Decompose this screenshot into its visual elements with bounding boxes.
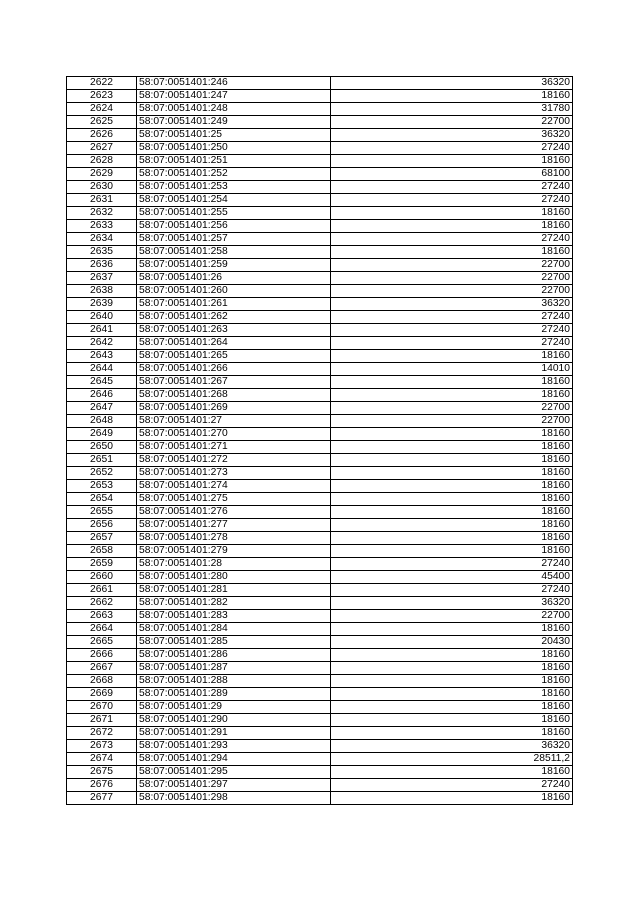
- table-row: [67, 610, 573, 623]
- value-cell: 22700: [331, 116, 573, 129]
- table-row: [67, 714, 573, 727]
- table-row: [67, 545, 573, 558]
- cadastral-number-cell: 58:07:0051401:27: [137, 415, 331, 428]
- value-cell: 18160: [331, 428, 573, 441]
- row-number-cell: 2642: [67, 337, 137, 350]
- table-row: [67, 558, 573, 571]
- table-row: [67, 285, 573, 298]
- value-cell: 27240: [331, 233, 573, 246]
- row-number-cell: 2632: [67, 207, 137, 220]
- table-row: [67, 142, 573, 155]
- row-number-cell: 2633: [67, 220, 137, 233]
- value-cell: 18160: [331, 532, 573, 545]
- value-cell: 36320: [331, 597, 573, 610]
- cadastral-number-cell: 58:07:0051401:263: [137, 324, 331, 337]
- value-cell: 18160: [331, 90, 573, 103]
- value-cell: 36320: [331, 740, 573, 753]
- row-number-cell: 2645: [67, 376, 137, 389]
- cadastral-number-cell: 58:07:0051401:28: [137, 558, 331, 571]
- table-row: [67, 181, 573, 194]
- value-cell: 18160: [331, 545, 573, 558]
- row-number-cell: 2656: [67, 519, 137, 532]
- cadastral-number-cell: 58:07:0051401:254: [137, 194, 331, 207]
- row-number-cell: 2624: [67, 103, 137, 116]
- table-row: [67, 467, 573, 480]
- table-row: [67, 636, 573, 649]
- row-number-cell: 2665: [67, 636, 137, 649]
- table-row: [67, 363, 573, 376]
- cadastral-number-cell: 58:07:0051401:283: [137, 610, 331, 623]
- value-cell: 18160: [331, 155, 573, 168]
- cadastral-number-cell: 58:07:0051401:275: [137, 493, 331, 506]
- table-row: [67, 272, 573, 285]
- row-number-cell: 2668: [67, 675, 137, 688]
- row-number-cell: 2659: [67, 558, 137, 571]
- table-row: [67, 90, 573, 103]
- table-row: [67, 454, 573, 467]
- value-cell: 18160: [331, 506, 573, 519]
- cadastral-number-cell: 58:07:0051401:257: [137, 233, 331, 246]
- table-row: [67, 116, 573, 129]
- row-number-cell: 2664: [67, 623, 137, 636]
- row-number-cell: 2629: [67, 168, 137, 181]
- row-number-cell: 2670: [67, 701, 137, 714]
- row-number-cell: 2646: [67, 389, 137, 402]
- value-cell: 18160: [331, 727, 573, 740]
- row-number-cell: 2627: [67, 142, 137, 155]
- cadastral-number-cell: 58:07:0051401:29: [137, 701, 331, 714]
- table-row: [67, 428, 573, 441]
- table-row: [67, 597, 573, 610]
- row-number-cell: 2674: [67, 753, 137, 766]
- cadastral-number-cell: 58:07:0051401:255: [137, 207, 331, 220]
- cadastral-number-cell: 58:07:0051401:251: [137, 155, 331, 168]
- value-cell: 27240: [331, 779, 573, 792]
- cadastral-number-cell: 58:07:0051401:26: [137, 272, 331, 285]
- value-cell: 18160: [331, 480, 573, 493]
- row-number-cell: 2672: [67, 727, 137, 740]
- value-cell: 18160: [331, 623, 573, 636]
- table-row: [67, 324, 573, 337]
- value-cell: 27240: [331, 194, 573, 207]
- row-number-cell: 2622: [67, 77, 137, 90]
- table-row: [67, 662, 573, 675]
- row-number-cell: 2636: [67, 259, 137, 272]
- row-number-cell: 2649: [67, 428, 137, 441]
- cadastral-number-cell: 58:07:0051401:272: [137, 454, 331, 467]
- cadastral-number-cell: 58:07:0051401:290: [137, 714, 331, 727]
- row-number-cell: 2630: [67, 181, 137, 194]
- value-cell: 22700: [331, 610, 573, 623]
- row-number-cell: 2666: [67, 649, 137, 662]
- value-cell: 18160: [331, 662, 573, 675]
- row-number-cell: 2673: [67, 740, 137, 753]
- table-row: [67, 441, 573, 454]
- table-row: [67, 753, 573, 766]
- table-row: [67, 246, 573, 259]
- row-number-cell: 2643: [67, 350, 137, 363]
- table-row: [67, 298, 573, 311]
- value-cell: 27240: [331, 142, 573, 155]
- cadastral-number-cell: 58:07:0051401:256: [137, 220, 331, 233]
- cadastral-number-cell: 58:07:0051401:264: [137, 337, 331, 350]
- value-cell: 27240: [331, 337, 573, 350]
- value-cell: 27240: [331, 181, 573, 194]
- value-cell: 27240: [331, 584, 573, 597]
- value-cell: 18160: [331, 350, 573, 363]
- row-number-cell: 2653: [67, 480, 137, 493]
- table-row: [67, 376, 573, 389]
- table-row: [67, 168, 573, 181]
- row-number-cell: 2626: [67, 129, 137, 142]
- cadastral-number-cell: 58:07:0051401:288: [137, 675, 331, 688]
- value-cell: 22700: [331, 402, 573, 415]
- table-row: [67, 77, 573, 90]
- row-number-cell: 2676: [67, 779, 137, 792]
- cadastral-number-cell: 58:07:0051401:286: [137, 649, 331, 662]
- row-number-cell: 2652: [67, 467, 137, 480]
- value-cell: 18160: [331, 207, 573, 220]
- cadastral-number-cell: 58:07:0051401:293: [137, 740, 331, 753]
- cadastral-number-cell: 58:07:0051401:270: [137, 428, 331, 441]
- value-cell: 22700: [331, 415, 573, 428]
- cadastral-number-cell: 58:07:0051401:273: [137, 467, 331, 480]
- row-number-cell: 2662: [67, 597, 137, 610]
- row-number-cell: 2671: [67, 714, 137, 727]
- table-row: [67, 571, 573, 584]
- cadastral-number-cell: 58:07:0051401:291: [137, 727, 331, 740]
- value-cell: 18160: [331, 389, 573, 402]
- cadastral-number-cell: 58:07:0051401:295: [137, 766, 331, 779]
- cadastral-number-cell: 58:07:0051401:250: [137, 142, 331, 155]
- table-row: [67, 350, 573, 363]
- cadastral-value-table: [66, 76, 573, 805]
- cadastral-number-cell: 58:07:0051401:247: [137, 90, 331, 103]
- row-number-cell: 2640: [67, 311, 137, 324]
- table-row: [67, 519, 573, 532]
- value-cell: 27240: [331, 311, 573, 324]
- table-row: [67, 194, 573, 207]
- table-row: [67, 649, 573, 662]
- row-number-cell: 2631: [67, 194, 137, 207]
- value-cell: 22700: [331, 259, 573, 272]
- row-number-cell: 2635: [67, 246, 137, 259]
- table-row: [67, 259, 573, 272]
- table-row: [67, 506, 573, 519]
- value-cell: 18160: [331, 688, 573, 701]
- row-number-cell: 2667: [67, 662, 137, 675]
- row-number-cell: 2639: [67, 298, 137, 311]
- value-cell: 18160: [331, 246, 573, 259]
- table-row: [67, 402, 573, 415]
- cadastral-number-cell: 58:07:0051401:246: [137, 77, 331, 90]
- cadastral-number-cell: 58:07:0051401:265: [137, 350, 331, 363]
- table-row: [67, 337, 573, 350]
- value-cell: 18160: [331, 519, 573, 532]
- table-row: [67, 415, 573, 428]
- cadastral-number-cell: 58:07:0051401:280: [137, 571, 331, 584]
- cadastral-number-cell: 58:07:0051401:279: [137, 545, 331, 558]
- cadastral-number-cell: 58:07:0051401:287: [137, 662, 331, 675]
- value-cell: 27240: [331, 324, 573, 337]
- cadastral-number-cell: 58:07:0051401:262: [137, 311, 331, 324]
- row-number-cell: 2660: [67, 571, 137, 584]
- table-row: [67, 675, 573, 688]
- value-cell: 14010: [331, 363, 573, 376]
- cadastral-number-cell: 58:07:0051401:259: [137, 259, 331, 272]
- row-number-cell: 2637: [67, 272, 137, 285]
- value-cell: 36320: [331, 77, 573, 90]
- row-number-cell: 2651: [67, 454, 137, 467]
- row-number-cell: 2625: [67, 116, 137, 129]
- row-number-cell: 2654: [67, 493, 137, 506]
- cadastral-number-cell: 58:07:0051401:252: [137, 168, 331, 181]
- row-number-cell: 2648: [67, 415, 137, 428]
- row-number-cell: 2677: [67, 792, 137, 805]
- row-number-cell: 2650: [67, 441, 137, 454]
- table-row: [67, 701, 573, 714]
- cadastral-number-cell: 58:07:0051401:267: [137, 376, 331, 389]
- cadastral-number-cell: 58:07:0051401:282: [137, 597, 331, 610]
- row-number-cell: 2647: [67, 402, 137, 415]
- table-row: [67, 623, 573, 636]
- table-row: [67, 584, 573, 597]
- table-body: [67, 77, 573, 805]
- cadastral-number-cell: 58:07:0051401:258: [137, 246, 331, 259]
- cadastral-number-cell: 58:07:0051401:274: [137, 480, 331, 493]
- row-number-cell: 2658: [67, 545, 137, 558]
- value-cell: 31780: [331, 103, 573, 116]
- value-cell: 36320: [331, 129, 573, 142]
- table-row: [67, 207, 573, 220]
- value-cell: 28511,2: [331, 753, 573, 766]
- row-number-cell: 2634: [67, 233, 137, 246]
- value-cell: 36320: [331, 298, 573, 311]
- table-row: [67, 792, 573, 805]
- value-cell: 18160: [331, 220, 573, 233]
- cadastral-number-cell: 58:07:0051401:253: [137, 181, 331, 194]
- cadastral-number-cell: 58:07:0051401:298: [137, 792, 331, 805]
- value-cell: 18160: [331, 454, 573, 467]
- table-row: [67, 129, 573, 142]
- table-row: [67, 480, 573, 493]
- table-row: [67, 233, 573, 246]
- row-number-cell: 2663: [67, 610, 137, 623]
- table-row: [67, 740, 573, 753]
- value-cell: 18160: [331, 792, 573, 805]
- row-number-cell: 2669: [67, 688, 137, 701]
- cadastral-number-cell: 58:07:0051401:276: [137, 506, 331, 519]
- cadastral-number-cell: 58:07:0051401:297: [137, 779, 331, 792]
- table-row: [67, 155, 573, 168]
- table-row: [67, 766, 573, 779]
- cadastral-number-cell: 58:07:0051401:269: [137, 402, 331, 415]
- table-row: [67, 532, 573, 545]
- cadastral-number-cell: 58:07:0051401:277: [137, 519, 331, 532]
- row-number-cell: 2675: [67, 766, 137, 779]
- row-number-cell: 2641: [67, 324, 137, 337]
- cadastral-number-cell: 58:07:0051401:278: [137, 532, 331, 545]
- cadastral-number-cell: 58:07:0051401:249: [137, 116, 331, 129]
- cadastral-number-cell: 58:07:0051401:281: [137, 584, 331, 597]
- row-number-cell: 2628: [67, 155, 137, 168]
- table-row: [67, 311, 573, 324]
- value-cell: 18160: [331, 766, 573, 779]
- value-cell: 22700: [331, 285, 573, 298]
- table-row: [67, 727, 573, 740]
- value-cell: 18160: [331, 493, 573, 506]
- cadastral-number-cell: 58:07:0051401:271: [137, 441, 331, 454]
- cadastral-number-cell: 58:07:0051401:284: [137, 623, 331, 636]
- row-number-cell: 2655: [67, 506, 137, 519]
- value-cell: 27240: [331, 558, 573, 571]
- cadastral-number-cell: 58:07:0051401:289: [137, 688, 331, 701]
- value-cell: 18160: [331, 714, 573, 727]
- cadastral-number-cell: 58:07:0051401:260: [137, 285, 331, 298]
- value-cell: 18160: [331, 701, 573, 714]
- row-number-cell: 2623: [67, 90, 137, 103]
- row-number-cell: 2661: [67, 584, 137, 597]
- cadastral-number-cell: 58:07:0051401:285: [137, 636, 331, 649]
- value-cell: 22700: [331, 272, 573, 285]
- value-cell: 68100: [331, 168, 573, 181]
- cadastral-number-cell: 58:07:0051401:268: [137, 389, 331, 402]
- value-cell: 18160: [331, 441, 573, 454]
- row-number-cell: 2657: [67, 532, 137, 545]
- table-row: [67, 779, 573, 792]
- table-row: [67, 389, 573, 402]
- value-cell: 18160: [331, 376, 573, 389]
- row-number-cell: 2638: [67, 285, 137, 298]
- value-cell: 18160: [331, 467, 573, 480]
- value-cell: 20430: [331, 636, 573, 649]
- table-row: [67, 688, 573, 701]
- value-cell: 18160: [331, 675, 573, 688]
- table-row: [67, 493, 573, 506]
- cadastral-number-cell: 58:07:0051401:261: [137, 298, 331, 311]
- row-number-cell: 2644: [67, 363, 137, 376]
- table-row: [67, 103, 573, 116]
- cadastral-number-cell: 58:07:0051401:294: [137, 753, 331, 766]
- value-cell: 18160: [331, 649, 573, 662]
- cadastral-number-cell: 58:07:0051401:25: [137, 129, 331, 142]
- cadastral-number-cell: 58:07:0051401:266: [137, 363, 331, 376]
- cadastral-number-cell: 58:07:0051401:248: [137, 103, 331, 116]
- value-cell: 45400: [331, 571, 573, 584]
- table-row: [67, 220, 573, 233]
